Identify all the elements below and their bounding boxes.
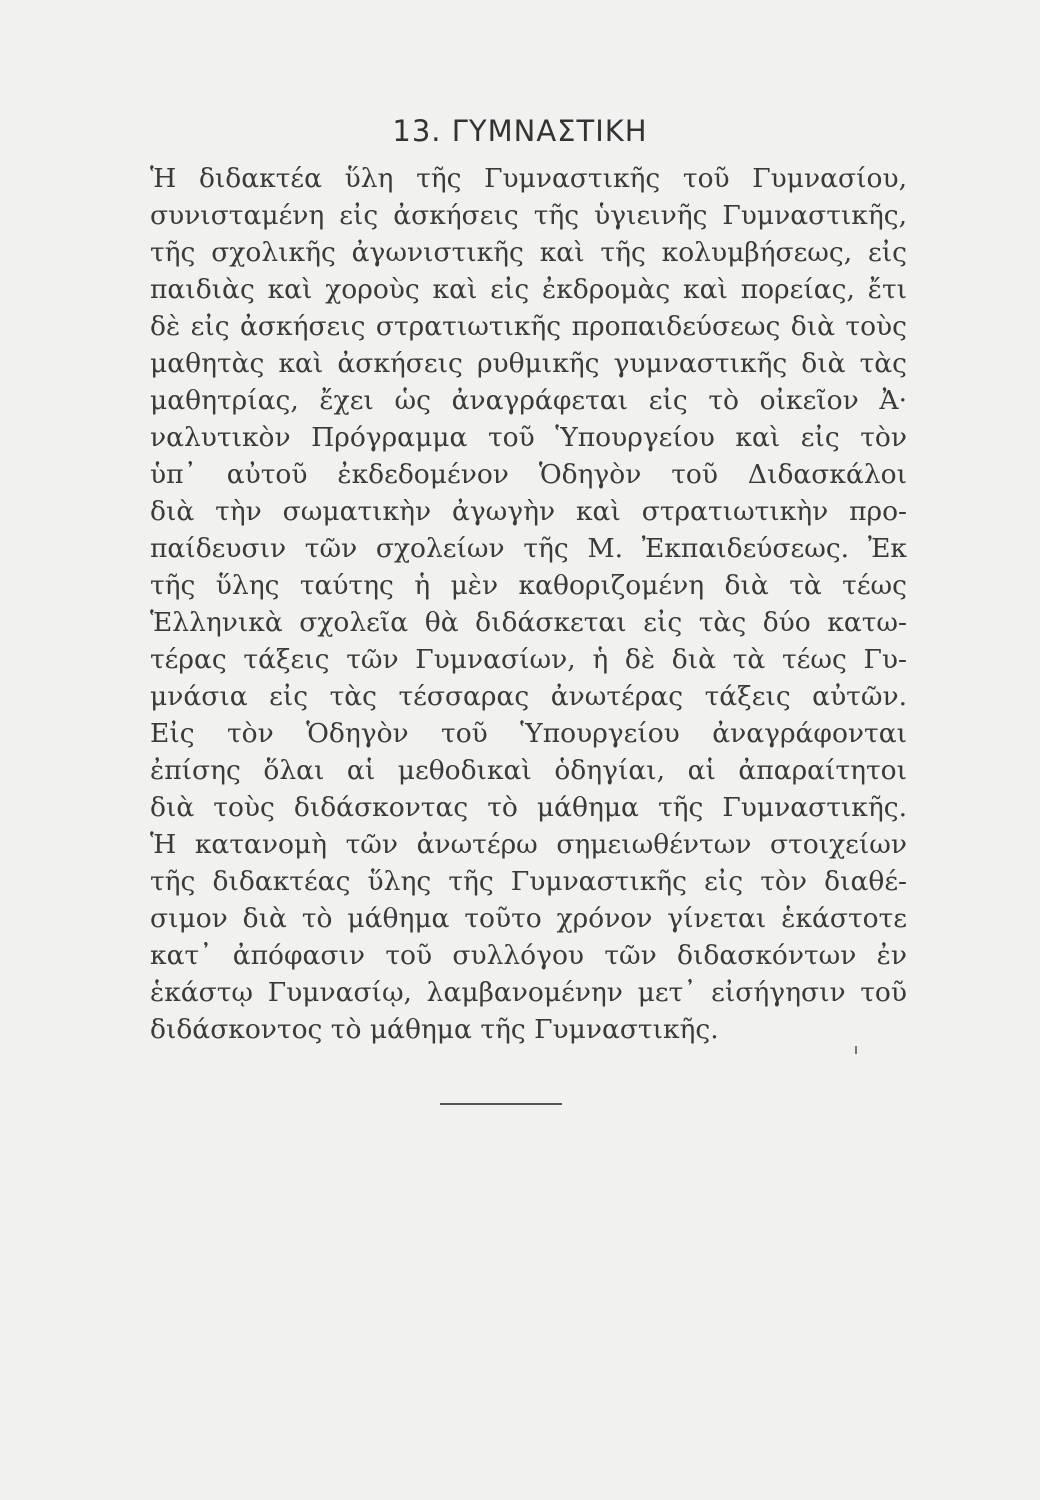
body-text	[150, 160, 907, 1048]
section-divider	[440, 1103, 562, 1105]
text-line: ἐπίσης ὅλαι αἱ μεθοδικαὶ ὁδηγίαι, αἱ ἀπαραίτητοι	[150, 755, 907, 786]
text-line: ὑπ᾽ αὐτοῦ ἐκδεδομένον Ὁδηγὸν τοῦ Διδασκάλοι	[150, 459, 907, 490]
text-line: συνισταμένη εἰς ἀσκήσεις τῆς ὑγιεινῆς Γυμναστικῆς,	[150, 200, 907, 231]
page-title: 13. ΓΥΜΝΑΣΤΙΚΗ	[392, 114, 648, 148]
text-line: ναλυτικὸν Πρόγραμμα τοῦ Ὑπουργείου καὶ εἰς τὸν	[150, 422, 907, 453]
text-line: μαθητὰς καὶ ἀσκήσεις ρυθμικῆς γυμναστικῆς διὰ τὰς	[150, 348, 907, 379]
text-line: τῆς ὕλης ταύτης ἡ μὲν καθοριζομένη διὰ τὰ τέως	[150, 570, 907, 601]
text-line: κατ᾽ ἀπόφασιν τοῦ συλλόγου τῶν διδασκόντων ἐν	[150, 940, 907, 971]
text-line: παίδευσιν τῶν σχολείων τῆς Μ. Ἐκπαιδεύσεως. Ἐκ	[150, 533, 907, 564]
text-line: διὰ τοὺς διδάσκοντας τὸ μάθημα τῆς Γυμναστικῆς.	[150, 792, 907, 823]
text-line: τῆς διδακτέας ὕλης τῆς Γυμναστικῆς εἰς τὸν διαθέ-	[150, 866, 907, 897]
text-line: Ἡ διδακτέα ὕλη τῆς Γυμναστικῆς τοῦ Γυμνασίου,	[150, 163, 907, 194]
text-line: Ἑλληνικὰ σχολεῖα θὰ διδάσκεται εἰς τὰς δύο κατω-	[150, 607, 907, 638]
text-line: δὲ εἰς ἀσκήσεις στρατιωτικῆς προπαιδεύσεως διὰ τοὺς	[150, 311, 907, 342]
text-line: διὰ τὴν σωματικὴν ἀγωγὴν καὶ στρατιωτικὴν προ-	[150, 496, 907, 527]
text-line: Ἡ κατανομὴ τῶν ἀνωτέρω σημειωθέντων στοιχείων	[150, 829, 907, 860]
text-line: τέρας τάξεις τῶν Γυμνασίων, ἡ δὲ διὰ τὰ τέως Γυ-	[150, 644, 907, 675]
text-line: τῆς σχολικῆς ἀγωνιστικῆς καὶ τῆς κολυμβήσεως, εἰς	[150, 237, 907, 268]
print-speck	[855, 1046, 857, 1054]
text-line: σιμον διὰ τὸ μάθημα τοῦτο χρόνον γίνεται ἑκάστοτε	[150, 903, 907, 934]
text-line: Εἰς τὸν Ὁδηγὸν τοῦ Ὑπουργείου ἀναγράφονται	[150, 718, 907, 749]
text-line: διδάσκοντος τὸ μάθημα τῆς Γυμναστικῆς.	[150, 1014, 719, 1045]
text-line: μνάσια εἰς τὰς τέσσαρας ἀνωτέρας τάξεις αὐτῶν.	[150, 681, 907, 712]
text-line: μαθητρίας, ἔχει ὡς ἀναγράφεται εἰς τὸ οἰκεῖον Ἀ·	[150, 385, 907, 416]
text-line: ἑκάστῳ Γυμνασίῳ, λαμβανομένην μετ᾽ εἰσήγησιν τοῦ	[150, 977, 907, 1008]
text-line: παιδιὰς καὶ χοροὺς καὶ εἰς ἐκδρομὰς καὶ πορείας, ἔτι	[150, 274, 907, 305]
